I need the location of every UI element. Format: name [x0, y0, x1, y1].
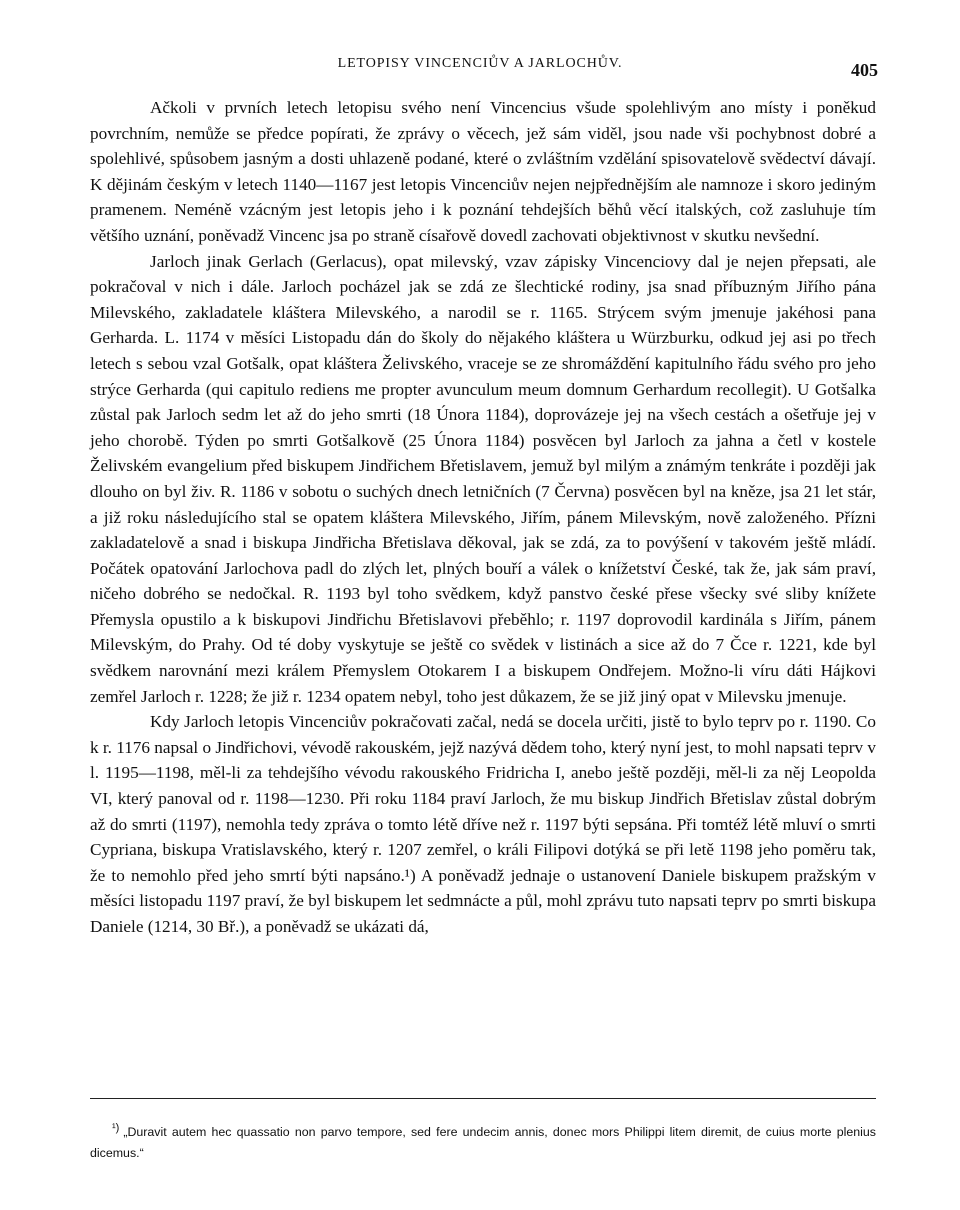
- main-text: [90, 95, 876, 940]
- running-title: LETOPISY VINCENCIŮV A JARLOCHŮV.: [337, 56, 623, 71]
- footnote-text: „Duravit autem hec quassatio non parvo tempore, sed fere undecim annis, donec mors Philippi litem diremit, de cuius morte plenius dicemus.“: [90, 1125, 876, 1161]
- footnote-divider: [90, 1098, 876, 1099]
- paragraph: Jarloch jinak Gerlach (Gerlacus), opat milevský, vzav zápisky Vincenciovy dal je nejen přepsati, ale pokračoval v nich i dále. Jarloch pocházel jak se zdá ze šlechtické rodiny, jsa snad příbuzným Jiřího pána Milevského, zakladatele kláštera Milevského, a narodil se r. 1165. Strýcem svým jmenuje jakéhosi pana Gerharda. L. 1174 v měsíci Listopadu dán do školy do nějakého kláštera u Würzburku, odkud jej asi po třech letech s sebou vzal Gotšalk, opat kláštera Želivského, vraceje se ze shromáždění kapitulního řádu svého pro jeho strýce Gerharda (qui capitulo rediens me propter avunculum meum domnum Gerhardum recollegit). U Gotšalka zůstal pak Jarloch sedm let až do jeho smrti (18 Února 1184), doprovázeje jej na všech cestách a ošetřuje jej v jeho chorobě. Týden po smrti Gotšalkově (25 Února 1184) posvěcen byl Jarloch za jahna a četl v kostele Želivském evangelium před biskupem Jindřichem Břetislavem, jemuž byl milým a známým tenkráte i později jak dlouho on byl živ. R. 1186 v sobotu o suchých dnech letničních (7 Června) posvěcen byl na kněze, jsa 21 let stár, a již roku následujícího stal se opatem kláštera Milevského, Jiřím, pánem Milevským, nově založeného. Přízni zakladatelově a snad i biskupa Jindřicha Břetislava děkoval, jak se zdá, za to povýšení v takovém ještě mládí. Počátek opatování Jarlochova padl do zlých let, plných bouří a válek o knížetství České, tak že, jak sám praví, ničeho dobrého se nedočkal. R. 1193 byl toho svědkem, když panstvo české přese všecky své sliby knížete Přemysla opustilo a k biskupovi Jindřichu Břetislavovi přeběhlo; r. 1197 doprovodil kardinála s Jiřím, pánem Milevským, do Prahy. Od té doby vyskytuje se ještě co svědek v listinách a sice až do 7 Čce r. 1221, kde byl svědkem narovnání mezi králem Přemyslem Otokarem I a biskupem Ondřejem. Možno-li víru dáti Hájkovi zemřel Jarloch r. 1228; že již r. 1234 opatem nebyl, toho jest důkazem, že se již jiný opat v Milevsku jmenuje.: [90, 251, 876, 706]
- paragraph: Ačkoli v prvních letech letopisu svého není Vincencius všude spolehlivým ano místy i poněkud povrchním, nemůže se předce popírati, že zprávy o věcech, jež sám viděl, jsou nade vši pochybnost dobré a spolehlivé, spůsobem jasným a dosti uhlazeně podané, které o zvláštním vzdělání spisovatelově svědectví dávají. K dějinám českým v letech 1140—1167 jest letopis Vincenciův nejen nejpřednějším ale namnoze i skoro jediným pramenem. Neméně vzácným jest letopis jeho i k poznání tehdejších běhů věcí italských, což zasluhuje tím většího uznání, poněvadž Vincenc jsa po straně císařově dovedl zachovati objektivnost v skutku nevšední.: [90, 98, 876, 245]
- page-number: 405: [851, 60, 878, 80]
- footnote: [90, 1118, 876, 1164]
- footnote-marker: ¹): [112, 1122, 120, 1134]
- paragraph: Kdy Jarloch letopis Vincenciův pokračovati začal, nedá se docela určiti, jistě to bylo teprv po r. 1190. Co k r. 1176 napsal o Jindřichovi, vévodě rakouském, jejž nazývá dědem toho, který nyní jest, to mohl napsati teprv v l. 1195—1198, měl-li za tehdejšího vévodu rakouského Fridricha I, anebo ještě později, měl-li za něj Leopolda VI, který panoval od r. 1198—1230. Při roku 1184 praví Jarloch, že mu biskup Jindřich Břetislav zůstal dobrým až do smrti (1197), nemohla tedy zpráva o tomto létě dříve než r. 1197 býti sepsána. Při tomtéž létě mluví o smrti Cypriana, biskupa Vratislavského, který r. 1207 zemřel, o králi Filipovi dotýká se při letě 1198 jeho poměru tak, že to nemohlo před jeho smrtí býti napsáno.¹) A poněvadž jednaje o ustanovení Daniele biskupem pražským v měsíci listopadu 1197 praví, že byl biskupem let sedmnácte a půl, mohl zprávu tuto napsati teprv po smrti biskupa Daniele (1214, 30 Bř.), a poněvadž se ukázati dá,: [90, 712, 876, 936]
